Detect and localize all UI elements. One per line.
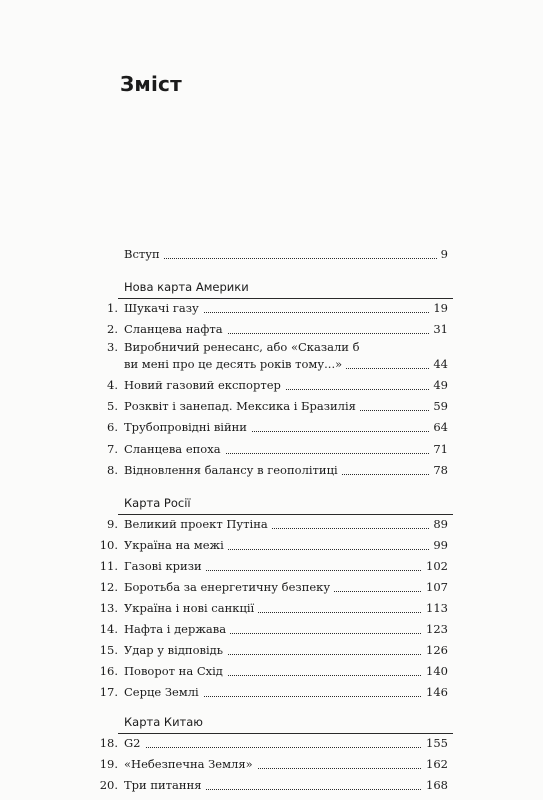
toc-entry-label-line1: Виробничий ренесанс, або «Сказали б: [124, 340, 360, 354]
toc-entry-label: Сланцева епоха: [124, 440, 225, 458]
toc-entry-page: 49: [429, 376, 448, 394]
toc-entry-number: 11.: [99, 559, 118, 573]
toc-entry-page: 59: [429, 397, 448, 415]
toc-entry[interactable]: [0, 641, 543, 659]
toc-entry-page: 64: [429, 418, 448, 436]
section-title: Карта Китаю: [124, 715, 203, 729]
toc-entry-label: Удар у відповідь: [124, 641, 227, 659]
toc-entry-number: 20.: [99, 778, 118, 792]
toc-entry-number: 12.: [99, 580, 118, 594]
toc-entry-page: 168: [422, 776, 448, 794]
dot-leader: [124, 258, 443, 259]
toc-entry-label: Україна на межі: [124, 536, 228, 554]
toc-entry-number: 3.: [107, 340, 118, 354]
toc-entry-multiline-first[interactable]: [0, 338, 543, 356]
toc-entry[interactable]: [0, 578, 543, 596]
toc-entry-label: Новий газовий експортер: [124, 376, 285, 394]
toc-entry-label: Великий проект Путіна: [124, 515, 272, 533]
toc-entry[interactable]: [0, 355, 543, 373]
toc-entry-number: 7.: [107, 442, 118, 456]
toc-entry-label: G2: [124, 734, 145, 752]
toc-entry-label: Відновлення балансу в геополітиці: [124, 461, 342, 479]
toc-entry-label: Нафта і держава: [124, 620, 230, 638]
toc-entry-label: Три питання: [124, 776, 206, 794]
toc-entry-label: Україна і нові санкції: [124, 599, 258, 617]
page-title: Зміст: [120, 72, 182, 96]
toc-entry-page: 78: [429, 461, 448, 479]
toc-entry-label: Сланцева нафта: [124, 320, 227, 338]
section-title: Нова карта Америки: [124, 280, 249, 294]
toc-entry[interactable]: [0, 376, 543, 394]
toc-entry-number: 15.: [99, 643, 118, 657]
section-title: Карта Росії: [124, 496, 191, 510]
toc-entry-label: Шукачі газу: [124, 299, 203, 317]
toc-entry-number: 18.: [99, 736, 118, 750]
toc-entry-intro[interactable]: [0, 245, 543, 263]
toc-entry-number: 17.: [99, 685, 118, 699]
toc-entry-page: 107: [422, 578, 448, 596]
toc-entry[interactable]: [0, 515, 543, 533]
toc-entry-page: 162: [422, 755, 448, 773]
toc-entry[interactable]: [0, 662, 543, 680]
toc-entry-label: «Небезпечна Земля»: [124, 755, 257, 773]
toc-entry[interactable]: [0, 418, 543, 436]
toc-entry[interactable]: [0, 320, 543, 338]
toc-entry-label: Поворот на Схід: [124, 662, 227, 680]
toc-entry[interactable]: [0, 440, 543, 458]
toc-entry-page: 71: [429, 440, 448, 458]
toc-entry[interactable]: [0, 557, 543, 575]
toc-entry-number: 8.: [107, 463, 118, 477]
toc-entry-number: 13.: [99, 601, 118, 615]
toc-entry-label: ви мені про це десять років тому...»: [124, 355, 346, 373]
toc-entry-number: 6.: [107, 420, 118, 434]
toc-entry-page: 19: [429, 299, 448, 317]
toc-entry-page: 146: [422, 683, 448, 701]
toc-entry[interactable]: [0, 461, 543, 479]
toc-entry-page: 89: [429, 515, 448, 533]
toc-entry-number: 16.: [99, 664, 118, 678]
toc-entry[interactable]: [0, 734, 543, 752]
toc-entry-label: Газові кризи: [124, 557, 206, 575]
toc-entry-number: 10.: [99, 538, 118, 552]
toc-entry-label: Боротьба за енергетичну безпеку: [124, 578, 334, 596]
toc-entry-label: Трубопровідні війни: [124, 418, 251, 436]
toc-entry-number: 2.: [107, 322, 118, 336]
toc-entry-number: 1.: [107, 301, 118, 315]
toc-entry-page: 44: [429, 355, 448, 373]
toc-entry-label: Серце Землі: [124, 683, 203, 701]
toc-entry[interactable]: [0, 620, 543, 638]
toc-entry[interactable]: [0, 683, 543, 701]
toc-entry-page: 31: [429, 320, 448, 338]
toc-entry-page: 102: [422, 557, 448, 575]
toc-entry[interactable]: [0, 776, 543, 794]
toc-entry-page: 113: [422, 599, 448, 617]
toc-entry-page: 9: [437, 245, 448, 263]
toc-entry[interactable]: [0, 755, 543, 773]
toc-entry[interactable]: [0, 536, 543, 554]
toc-entry-page: 123: [422, 620, 448, 638]
toc-entry-label: Розквіт і занепад. Мексика і Бразилія: [124, 397, 360, 415]
dot-leader: [124, 747, 443, 748]
toc-entry-number: 9.: [107, 517, 118, 531]
toc-entry-page: 155: [422, 734, 448, 752]
toc-entry-page: 140: [422, 662, 448, 680]
toc-entry-number: 14.: [99, 622, 118, 636]
toc-entry[interactable]: [0, 599, 543, 617]
toc-entry-page: 126: [422, 641, 448, 659]
toc-entry-page: 99: [429, 536, 448, 554]
toc-entry-label: Вступ: [124, 245, 164, 263]
toc-entry-number: 19.: [99, 757, 118, 771]
toc-entry-number: 4.: [107, 378, 118, 392]
toc-entry[interactable]: [0, 299, 543, 317]
toc-entry-number: 5.: [107, 399, 118, 413]
toc-entry[interactable]: [0, 397, 543, 415]
